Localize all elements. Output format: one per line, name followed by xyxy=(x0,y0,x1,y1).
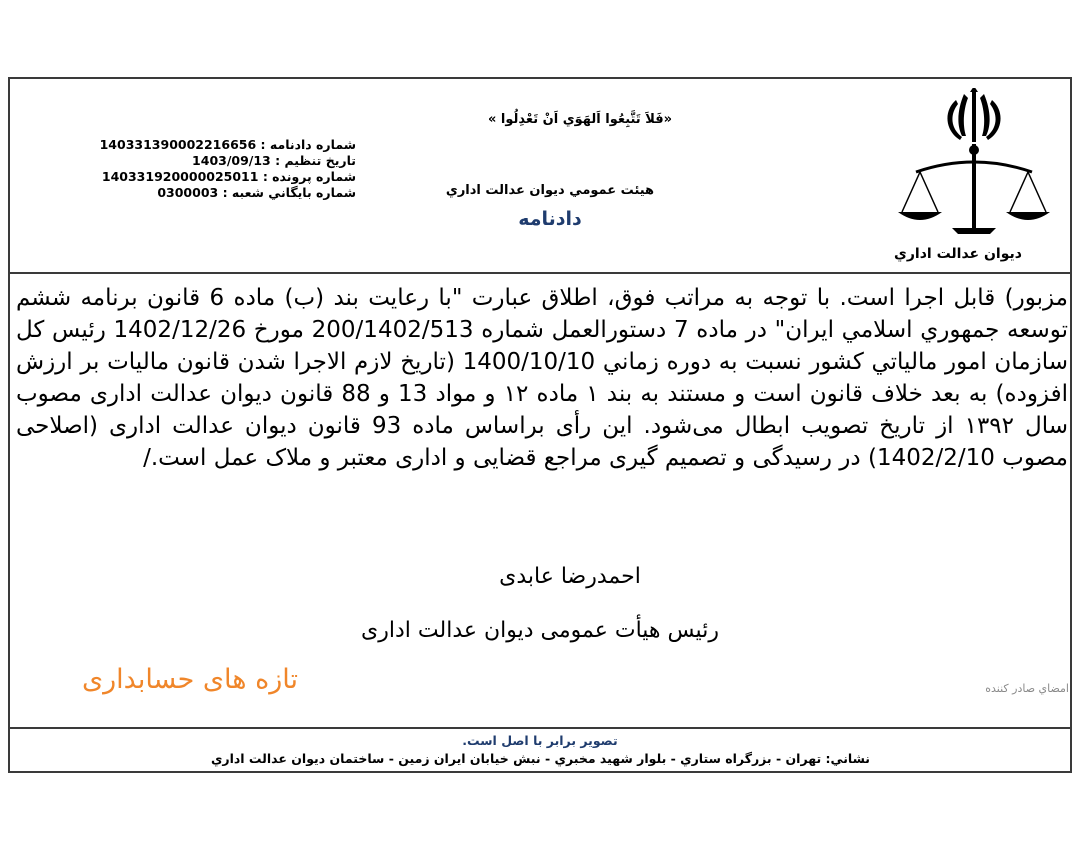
document-meta xyxy=(56,137,356,201)
meta-case-number: شماره پرونده : 140331920000025011 xyxy=(101,169,356,184)
signer-position: رئيس هيأت عمومی ديوان عدالت اداری xyxy=(361,618,719,643)
signature-label: امضاي صادر كننده xyxy=(985,682,1069,695)
council-name: هيئت عمومي ديوان عدالت اداري xyxy=(445,183,655,198)
footer-divider xyxy=(8,727,1072,729)
verdict-paragraph: مزبور) قابل اجرا است. با توجه به مراتب فوق، اطلاق عبارت "با رعایت بند (ب) ماده 6 قانون برنامه ششم توسعه جمهوري اسلامي ايران" در ماده 7 دستورالعمل شماره 200/1402/513 مورخ 1402/12/26 رئيس كل سازمان امور مالياتي كشور نسبت به دوره زماني 1400/10/10 (تاريخ لازم الاجرا شدن قانون ماليات بر ارزش افزوده) به بعد خلاف قانون است و مستند به بند ۱ ماده ۱۲ و مواد 13 و 88 قانون ديوان عدالت اداری مصوب سال ۱۳۹۲ از تاريخ تصويب ابطال می‌شود. اين رأی براساس ماده 93 قانون ديوان عدالت اداری (اصلاحی مصوب 1402/2/10) در رسيدگی و تصميم گيری مراجع قضايی و اداری معتبر و ملاک عمل است./ xyxy=(16,285,1069,471)
verdict-body xyxy=(16,282,1068,474)
meta-issue-date: تاريخ تنظيم : 1403/09/13 xyxy=(192,153,356,168)
certified-copy-note: تصوير برابر با اصل است. xyxy=(462,733,618,748)
court-name: ديوان عدالت اداري xyxy=(894,246,1022,262)
address-line: نشاني: تهران - بزرگراه ستاري - بلوار شهيد مخبري - نبش خيابان ايران زمين - ساختمان ديوان عدالت اداري xyxy=(210,751,870,766)
quran-verse: «فَلاَ تَتَّبِعُوا اَلهَوَي اَنْ تَعْدِلُوا » xyxy=(488,112,672,127)
header-divider xyxy=(8,272,1072,274)
signer-name: احمدرضا عابدی xyxy=(499,564,641,589)
document-title: دادنامه xyxy=(518,208,582,230)
meta-verdict-number: شماره دادنامه : 140331390002216656 xyxy=(99,137,356,152)
watermark-text: تازه های حسابداری xyxy=(81,664,299,695)
meta-archive-number: شماره بايگاني شعبه : 0300003 xyxy=(157,185,356,200)
justice-scales-emblem-icon xyxy=(886,88,1062,238)
